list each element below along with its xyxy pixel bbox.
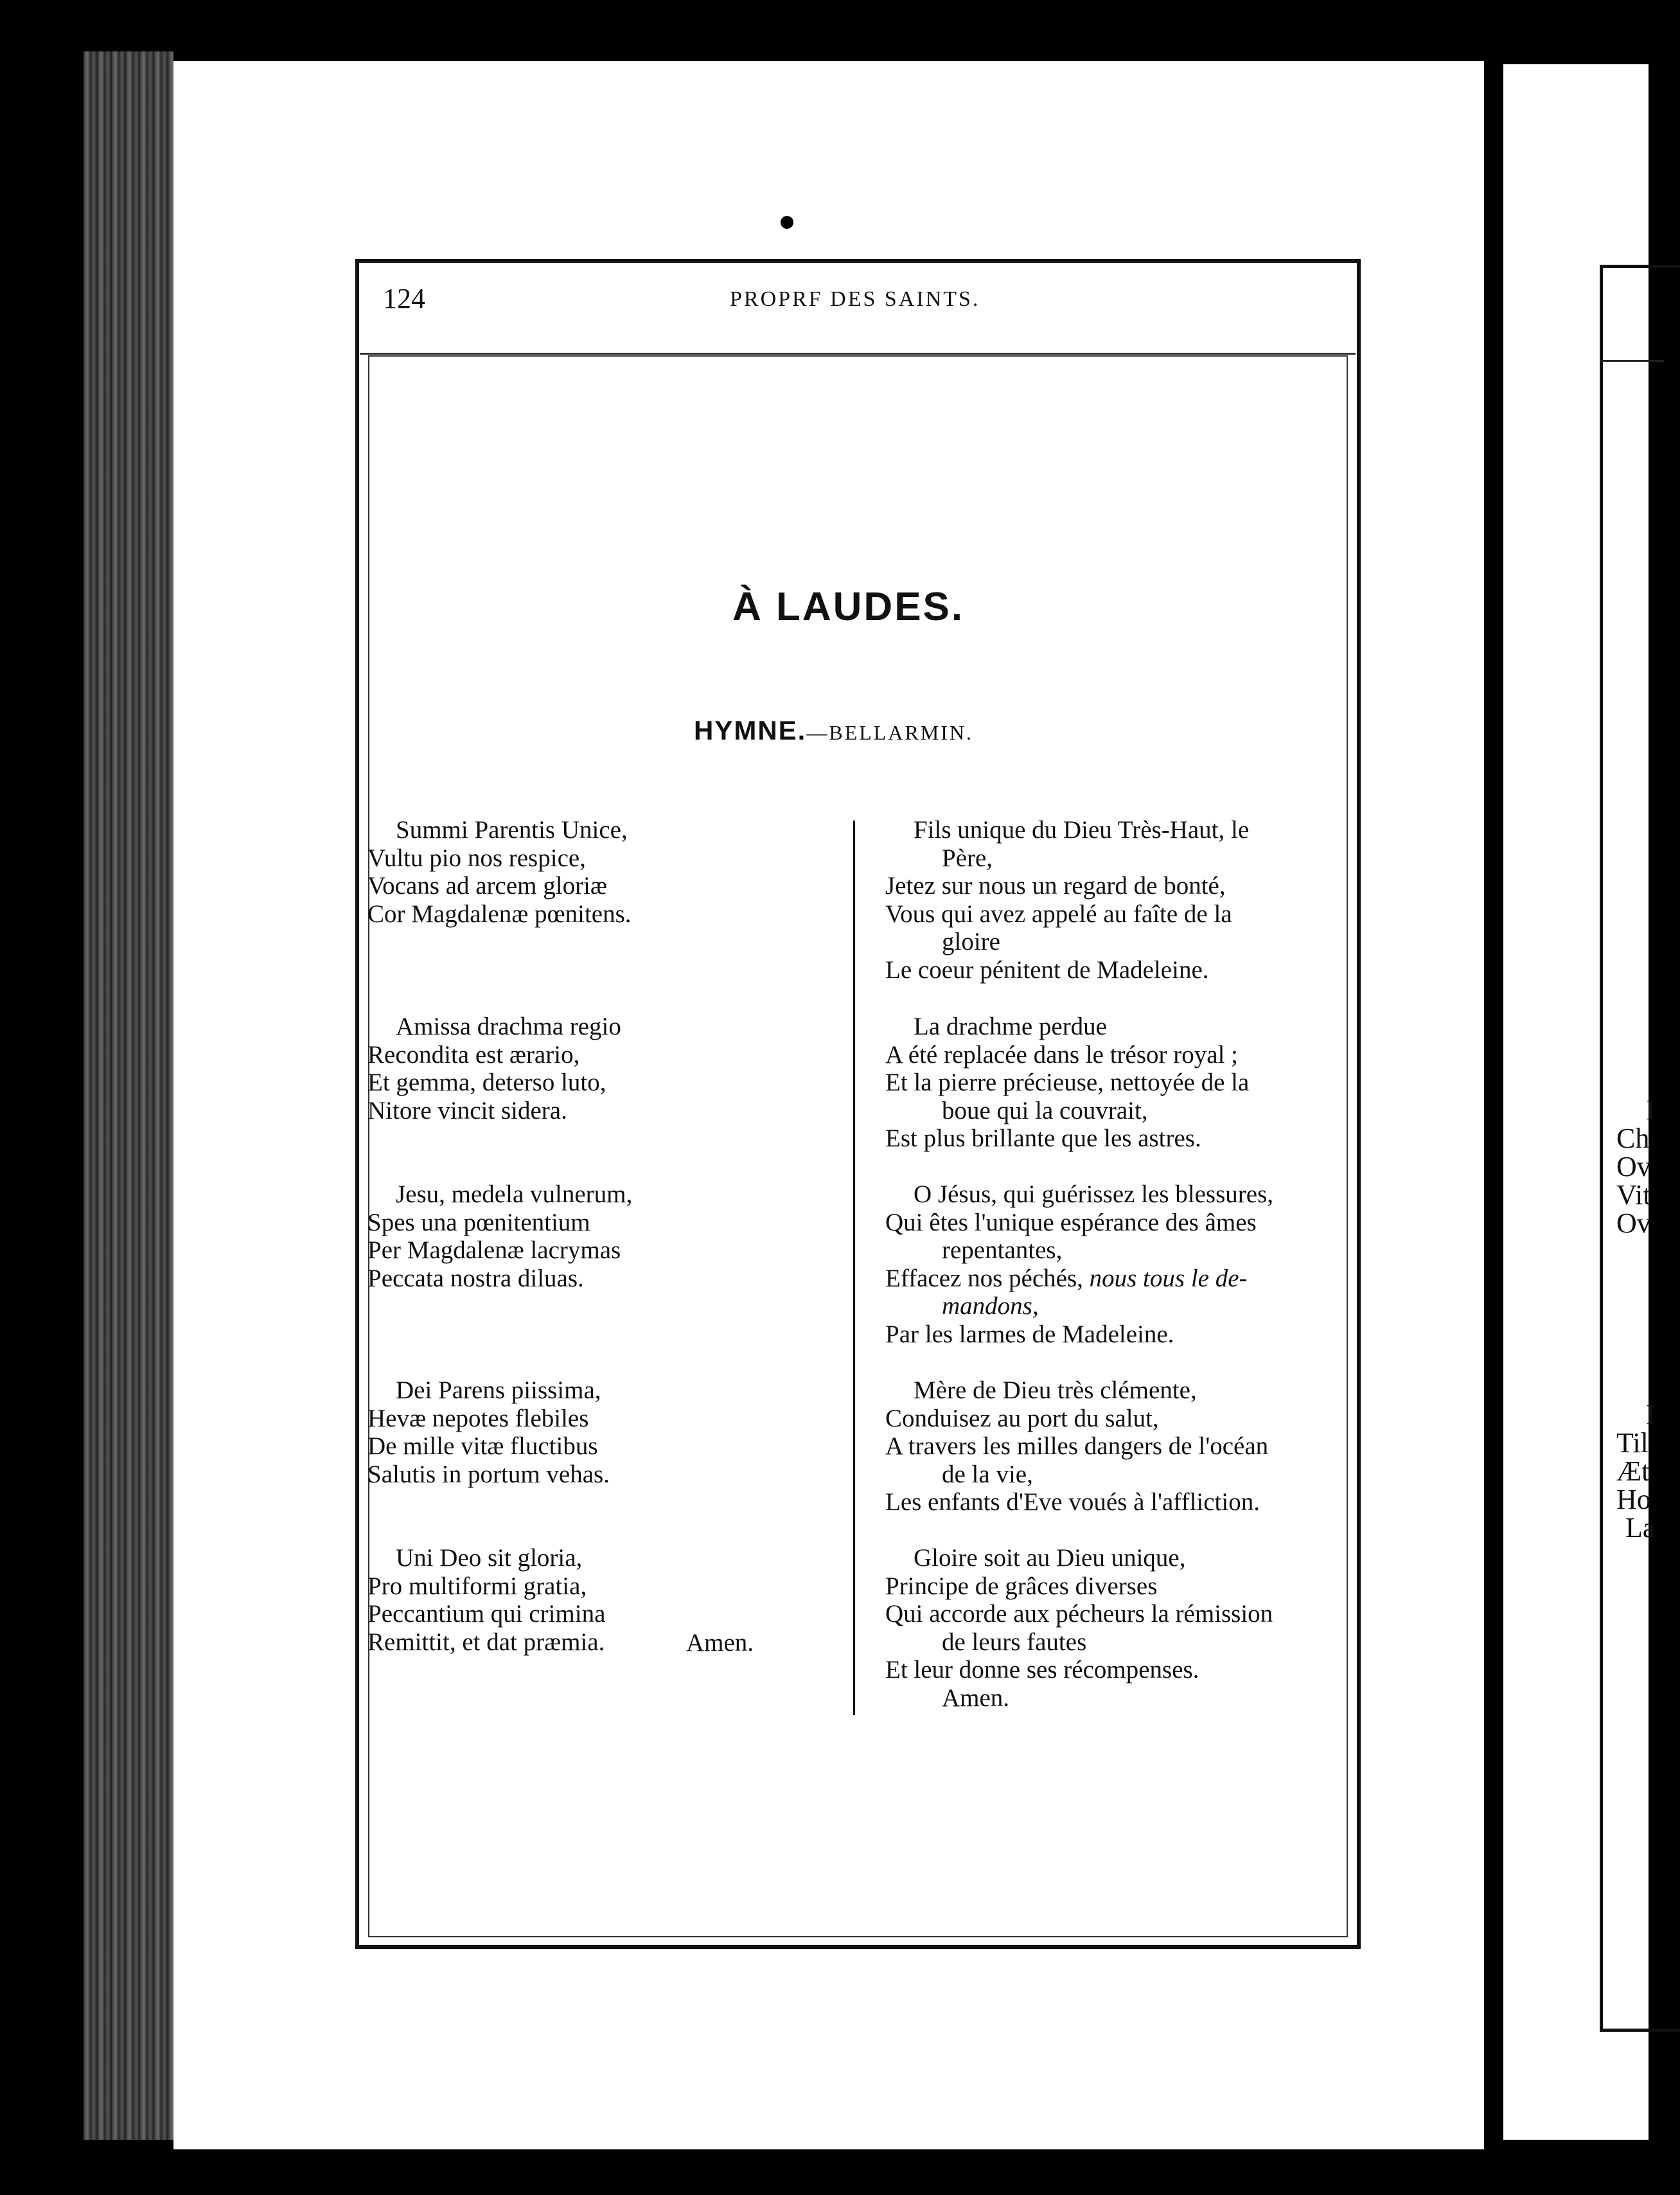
facing-fragment: Til	[1616, 1427, 1649, 1459]
latin-stanza	[367, 1544, 605, 1656]
french-line: Les enfants d'Eve voués à l'affliction.	[885, 1488, 1260, 1516]
latin-line: Et gemma, deterso luto,	[367, 1069, 606, 1097]
french-line: de la vie,	[942, 1460, 1033, 1488]
latin-line: Spes una pœnitentium	[367, 1208, 590, 1236]
french-line: Qui accorde aux pécheurs la rémission	[885, 1600, 1273, 1628]
facing-fragment: I	[1646, 1399, 1656, 1430]
hymn-label: HYMNE.	[694, 715, 807, 745]
french-line: A travers les milles dangers de l'océan	[885, 1432, 1269, 1461]
latin-line: Vultu pio nos respice,	[367, 844, 586, 872]
latin-line: Remittit, et dat præmia.	[367, 1628, 605, 1656]
header-rule	[360, 353, 1356, 355]
french-line: Principe de grâces diverses	[885, 1572, 1158, 1600]
hymn-heading	[694, 715, 973, 749]
latin-line: Hevæ nepotes flebiles	[367, 1404, 589, 1432]
french-line: de leurs fautes	[942, 1628, 1087, 1656]
french-line: Le coeur pénitent de Madeleine.	[885, 955, 1209, 984]
french-line: O Jésus, qui guérissez les blessures,	[914, 1180, 1273, 1208]
facing-page-rule	[1600, 360, 1664, 362]
french-line: Mère de Dieu très clémente,	[914, 1376, 1197, 1404]
column-divider	[853, 821, 855, 1715]
french-line: Conduisez au port du salut,	[885, 1404, 1159, 1432]
french-line: Fils unique du Dieu Très-Haut, le	[914, 816, 1250, 844]
latin-line: De mille vitæ fluctibus	[367, 1432, 598, 1461]
french-line: boue qui la couvrait,	[942, 1096, 1148, 1124]
facing-fragment: La	[1625, 1512, 1656, 1543]
latin-line: Pro multiformi gratia,	[367, 1572, 587, 1600]
hymn-author: —BELLARMIN.	[806, 721, 974, 744]
french-line: Amen.	[942, 1684, 1010, 1712]
french-line-italic: mandons,	[942, 1292, 1039, 1320]
facing-fragment: Æt	[1616, 1455, 1650, 1487]
latin-stanza	[367, 1376, 610, 1488]
latin-line: Jesu, medela vulnerum,	[396, 1180, 633, 1208]
ink-dot	[781, 216, 793, 229]
latin-line: Amissa drachma regio	[396, 1013, 621, 1040]
facing-fragment: Ho	[1616, 1484, 1651, 1515]
french-line	[885, 1292, 1335, 1320]
latin-line: Salutis in portum vehas.	[367, 1460, 610, 1488]
french-stanza	[885, 1013, 1335, 1153]
french-line: Par les larmes de Madeleine.	[885, 1320, 1174, 1348]
latin-stanza	[367, 1180, 632, 1292]
french-stanza	[885, 1376, 1335, 1516]
facing-fragment: Ov	[1616, 1207, 1651, 1239]
french-line: Vous qui avez appelé au faîte de la	[885, 900, 1232, 928]
facing-fragment: Ch	[1616, 1123, 1650, 1154]
french-line	[885, 1265, 1335, 1293]
book-spine	[84, 51, 173, 2140]
french-line: A été replacée dans le trésor royal ;	[885, 1040, 1238, 1069]
latin-line: Peccantium qui crimina	[367, 1600, 606, 1628]
running-title: PROPRF DES SAINTS.	[730, 287, 980, 311]
facing-page	[1503, 64, 1656, 2140]
facing-fragment: I	[1646, 1094, 1656, 1126]
latin-line: Recondita est ærario,	[367, 1040, 580, 1069]
latin-line: Uni Deo sit gloria,	[396, 1544, 583, 1572]
latin-line: Vocans ad arcem gloriæ	[367, 872, 607, 900]
latin-line: Per Magdalenæ lacrymas	[367, 1236, 621, 1265]
latin-line: Peccata nostra diluas.	[367, 1264, 584, 1292]
latin-line: Summi Parentis Unice,	[396, 816, 628, 844]
french-line-text: Effacez nos péchés,	[885, 1264, 1083, 1292]
french-line: La drachme perdue	[914, 1013, 1107, 1040]
french-line: Qui êtes l'unique espérance des âmes	[885, 1208, 1257, 1236]
latin-stanza	[367, 816, 632, 928]
french-line: Et la pierre précieuse, nettoyée de la	[885, 1069, 1250, 1097]
french-line: Gloire soit au Dieu unique,	[914, 1544, 1186, 1572]
french-line: repentantes,	[942, 1236, 1063, 1265]
latin-line: Dei Parens piissima,	[396, 1376, 601, 1404]
french-line: Est plus brillante que les astres.	[885, 1124, 1201, 1153]
latin-line: Cor Magdalenæ pœnitens.	[367, 900, 632, 928]
french-line: Père,	[942, 844, 993, 872]
latin-amen: Amen.	[686, 1629, 754, 1657]
latin-line: Nitore vincit sidera.	[367, 1096, 567, 1124]
latin-stanza	[367, 1013, 621, 1124]
facing-fragment: Vit	[1616, 1179, 1651, 1211]
french-line: gloire	[942, 928, 1000, 956]
french-line: Et leur donne ses récompenses.	[885, 1656, 1199, 1684]
section-title: À LAUDES.	[732, 585, 965, 629]
page-number: 124	[383, 283, 425, 314]
french-line: Jetez sur nous un regard de bonté,	[885, 872, 1226, 900]
french-line-italic: nous tous le de-	[1089, 1264, 1248, 1292]
french-stanza	[885, 1180, 1335, 1349]
french-stanza	[885, 816, 1335, 984]
facing-fragment: Ov	[1616, 1151, 1651, 1182]
french-stanza	[885, 1544, 1335, 1712]
